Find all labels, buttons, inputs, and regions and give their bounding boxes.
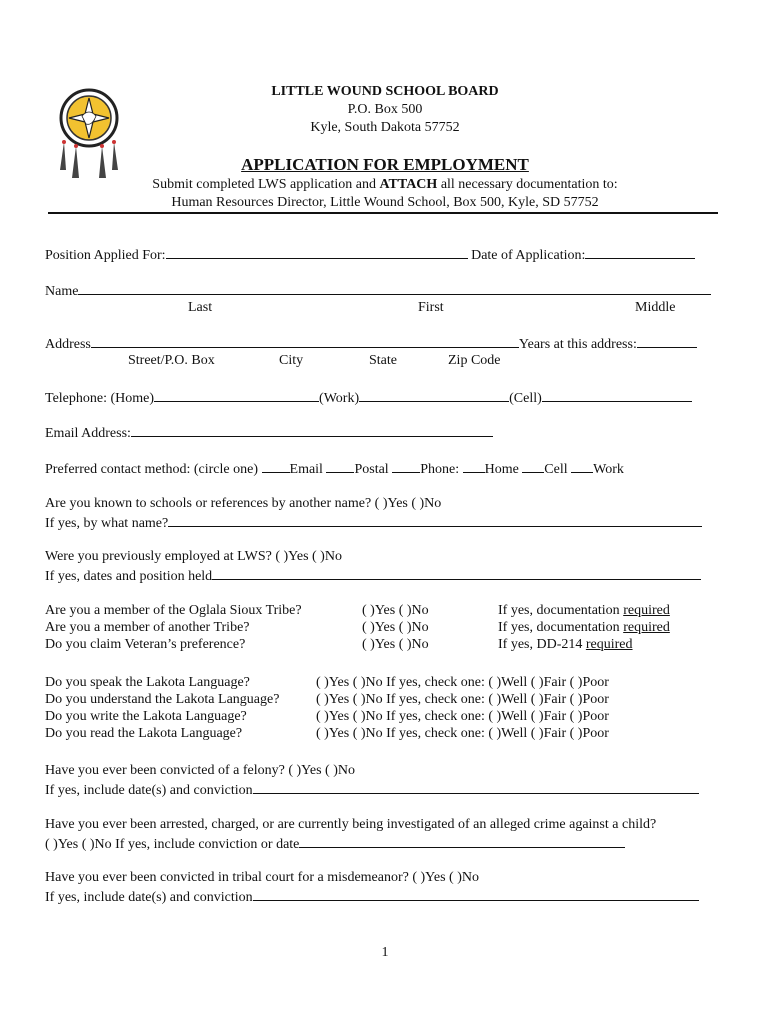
name-row <box>45 281 711 300</box>
other-name-followup-row <box>45 513 702 532</box>
arrest-question: Have you ever been arrested, charged, or are currently being investigated of an alleged crime against a child? <box>45 817 657 832</box>
address-street-caption: Street/P.O. Box <box>128 353 215 368</box>
lakota-answer[interactable]: ( )Yes ( )No If yes, check one: ( )Well ( )Fair ( )Poor <box>316 692 609 707</box>
tribe-choice[interactable]: ( )Yes ( )No <box>362 637 429 652</box>
tribe-question: Are you a member of another Tribe? <box>45 620 250 635</box>
address-state-caption: State <box>369 353 397 368</box>
phone-home-field[interactable] <box>154 388 319 402</box>
contact-method-row <box>45 459 624 478</box>
contact-method-label: Preferred contact method: (circle one) <box>45 462 259 477</box>
address-zip-caption: Zip Code <box>448 353 501 368</box>
contact-work-option: Work <box>593 462 624 477</box>
date-field[interactable] <box>585 245 695 259</box>
other-name-question: Are you known to schools or references by another name? ( )Yes ( )No <box>45 496 442 511</box>
contact-email-option: Email <box>289 462 323 477</box>
lakota-answers <box>316 674 609 742</box>
position-field[interactable] <box>166 245 468 259</box>
form-title: APPLICATION FOR EMPLOYMENT <box>241 155 529 174</box>
email-label: Email Address: <box>45 426 131 441</box>
phone-home-label: Telephone: (Home) <box>45 391 155 406</box>
arrest-followup-label: ( )Yes ( )No If yes, include conviction or date <box>45 837 300 852</box>
lakota-answer[interactable]: ( )Yes ( )No If yes, check one: ( )Well ( )Fair ( )Poor <box>316 675 609 690</box>
other-name-followup-label: If yes, by what name? <box>45 516 169 531</box>
tribe-note: If yes, DD-214 required <box>498 637 633 652</box>
name-label: Name <box>45 284 79 299</box>
tribe-questions <box>45 602 302 653</box>
email-field[interactable] <box>131 423 493 437</box>
previous-employment-followup-row <box>45 566 701 585</box>
telephone-row <box>45 388 692 407</box>
tribal-court-question: Have you ever been convicted in tribal court for a misdemeanor? ( )Yes ( )No <box>45 870 479 885</box>
address-city-caption: City <box>279 353 304 368</box>
page-number: 1 <box>381 945 389 960</box>
contact-email-blank[interactable] <box>262 459 290 473</box>
position-row <box>45 245 695 264</box>
tribe-choice[interactable]: ( )Yes ( )No <box>362 603 429 618</box>
arrest-followup-row <box>45 834 625 853</box>
school-logo-seal <box>52 86 126 182</box>
previous-employment-question: Were you previously employed at LWS? ( )Yes ( )No <box>45 549 342 564</box>
org-city-state: Kyle, South Dakota 57752 <box>310 120 460 135</box>
other-name-field[interactable] <box>168 513 702 527</box>
contact-cell-blank[interactable] <box>522 459 544 473</box>
name-first-caption: First <box>418 300 444 315</box>
arrest-field[interactable] <box>299 834 625 848</box>
instructions-line1: Submit completed LWS application and ATTACH all necessary documentation to: <box>152 177 618 192</box>
position-label: Position Applied For: <box>45 248 166 263</box>
contact-postal-option: Postal <box>354 462 389 477</box>
tribe-notes <box>498 602 670 653</box>
contact-home-option: Home <box>484 462 519 477</box>
years-field[interactable] <box>637 334 697 348</box>
phone-work-field[interactable] <box>359 388 509 402</box>
tribe-choices <box>362 602 429 653</box>
tribe-question: Do you claim Veteran’s preference? <box>45 637 246 652</box>
address-row <box>45 334 697 353</box>
lakota-question: Do you speak the Lakota Language? <box>45 675 250 690</box>
years-label: Years at this address: <box>518 337 637 352</box>
previous-employment-field[interactable] <box>212 566 701 580</box>
lakota-answer[interactable]: ( )Yes ( )No If yes, check one: ( )Well ( )Fair ( )Poor <box>316 709 609 724</box>
lakota-question: Do you read the Lakota Language? <box>45 726 243 741</box>
header-divider <box>48 212 718 214</box>
date-label: Date of Application: <box>471 248 586 263</box>
felony-field[interactable] <box>253 780 699 794</box>
felony-question: Have you ever been convicted of a felony? ( )Yes ( )No <box>45 763 355 778</box>
contact-phone-blank[interactable] <box>392 459 420 473</box>
phone-cell-label: (Cell) <box>509 391 542 406</box>
phone-cell-field[interactable] <box>542 388 692 402</box>
name-middle-caption: Middle <box>635 300 676 315</box>
lakota-answer[interactable]: ( )Yes ( )No If yes, check one: ( )Well ( )Fair ( )Poor <box>316 726 609 741</box>
contact-phone-option: Phone: <box>420 462 460 477</box>
org-po-box: P.O. Box 500 <box>347 102 423 117</box>
tribe-choice[interactable]: ( )Yes ( )No <box>362 620 429 635</box>
lakota-questions <box>45 674 279 742</box>
tribal-court-followup-label: If yes, include date(s) and conviction <box>45 890 253 905</box>
felony-followup-label: If yes, include date(s) and conviction <box>45 783 253 798</box>
address-field[interactable] <box>91 334 519 348</box>
contact-home-blank[interactable] <box>463 459 485 473</box>
contact-postal-blank[interactable] <box>326 459 354 473</box>
email-row <box>45 423 493 442</box>
tribe-question: Are you a member of the Oglala Sioux Tribe? <box>45 603 302 618</box>
lakota-question: Do you understand the Lakota Language? <box>45 692 280 707</box>
lakota-question: Do you write the Lakota Language? <box>45 709 247 724</box>
contact-cell-option: Cell <box>544 462 568 477</box>
name-field[interactable] <box>78 281 711 295</box>
tribe-note: If yes, documentation required <box>498 620 670 635</box>
address-label: Address <box>45 337 91 352</box>
previous-employment-followup-label: If yes, dates and position held <box>45 569 213 584</box>
name-last-caption: Last <box>188 300 213 315</box>
org-name: LITTLE WOUND SCHOOL BOARD <box>271 84 499 99</box>
tribe-note: If yes, documentation required <box>498 603 670 618</box>
felony-followup-row <box>45 780 699 799</box>
tribal-court-field[interactable] <box>253 887 699 901</box>
instructions-line2: Human Resources Director, Little Wound School, Box 500, Kyle, SD 57752 <box>171 195 599 210</box>
contact-work-blank[interactable] <box>571 459 593 473</box>
phone-work-label: (Work) <box>319 391 360 406</box>
tribal-court-followup-row <box>45 887 699 906</box>
